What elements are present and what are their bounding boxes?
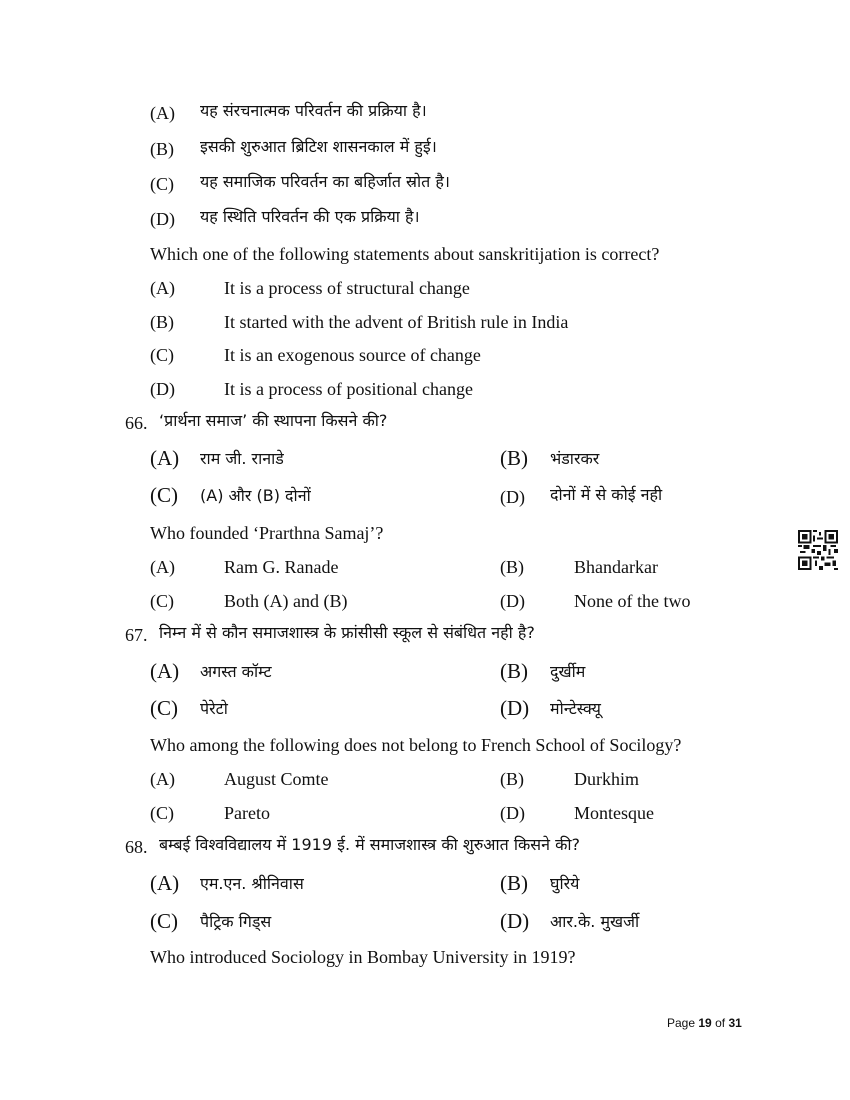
q66-en-question: Who founded ‘Prarthna Samaj’? — [150, 523, 384, 543]
q65-en-question: Which one of the following statements about sanskritijation is correct? — [150, 244, 660, 264]
q66-number: 66. — [125, 413, 148, 433]
q65-en-opt-d-label: (D) — [150, 379, 175, 399]
q68-hi-opt-c-label: (C) — [150, 909, 178, 933]
q66-hi-opt-d: दोनों में से कोई नही — [550, 485, 663, 504]
q66-en-opt-c: Both (A) and (B) — [224, 591, 348, 611]
q66-en-opt-a-label: (A) — [150, 557, 175, 577]
q67-en-opt-b-label: (B) — [500, 769, 524, 789]
q65-en-opt-c-label: (C) — [150, 345, 174, 365]
q66-hi-opt-c: (A) और (B) दोनों — [200, 486, 311, 505]
q67-en-opt-c-label: (C) — [150, 803, 174, 823]
q65-en-opt-a-label: (A) — [150, 278, 175, 298]
q65-en-opt-b-label: (B) — [150, 312, 174, 332]
q65-hi-opt-c: यह समाजिक परिवर्तन का बहिर्जात स्रोत है। — [200, 172, 450, 191]
q66-hi-opt-c-label: (C) — [150, 483, 178, 507]
q65-hi-opt-d: यह स्थिति परिवर्तन की एक प्रक्रिया है। — [200, 207, 420, 226]
q67-hi-question: निम्न में से कौन समाजशास्त्र के फ्रांसीसी स्कूल से संबंधित नही है? — [159, 623, 535, 642]
q68-hi-question: बम्बई विश्वविद्यालय में 1919 ई. में समाजशास्त्र की शुरुआत किसने की? — [159, 835, 580, 854]
q67-hi-opt-b-label: (B) — [500, 659, 528, 683]
q66-en-opt-b-label: (B) — [500, 557, 524, 577]
q66-hi-opt-d-label: (D) — [500, 487, 525, 507]
page-total: 31 — [728, 1016, 742, 1030]
q68-hi-opt-a: एम.एन. श्रीनिवास — [200, 874, 304, 893]
page-current: 19 — [698, 1016, 712, 1030]
q66-en-opt-b: Bhandarkar — [574, 557, 658, 577]
q67-hi-opt-a-label: (A) — [150, 659, 180, 683]
q68-hi-opt-d-label: (D) — [500, 909, 530, 933]
page-word: Page — [667, 1016, 696, 1030]
q68-hi-opt-c: पैट्रिक गिड्स — [200, 912, 272, 931]
q66-hi-opt-a: राम जी. रानाडे — [200, 449, 284, 468]
q68-en-question: Who introduced Sociology in Bombay University in 1919? — [150, 947, 576, 967]
q68-hi-opt-a-label: (A) — [150, 871, 180, 895]
q67-en-opt-b: Durkhim — [574, 769, 639, 789]
q68-hi-opt-b: घुरिये — [550, 874, 580, 893]
q67-en-opt-a: August Comte — [224, 769, 329, 789]
q67-hi-opt-a: अगस्त कॉम्ट — [200, 662, 272, 681]
q66-hi-question: ‘प्रार्थना समाज’ की स्थापना किसने की? — [159, 411, 388, 430]
q65-hi-opt-b-label: (B) — [150, 139, 174, 159]
page-of-word: of — [715, 1016, 726, 1030]
q65-hi-opt-b: इसकी शुरुआत ब्रिटिश शासनकाल में हुई। — [200, 137, 437, 156]
q67-hi-opt-c: पेरेटो — [200, 699, 228, 718]
q65-hi-opt-a: यह संरचनात्मक परिवर्तन की प्रक्रिया है। — [200, 101, 427, 120]
q67-en-opt-c: Pareto — [224, 803, 270, 823]
q67-number: 67. — [125, 625, 148, 645]
q67-hi-opt-b: दुर्खीम — [550, 662, 586, 681]
q65-hi-opt-c-label: (C) — [150, 174, 174, 194]
q68-hi-opt-b-label: (B) — [500, 871, 528, 895]
q67-en-opt-d: Montesque — [574, 803, 654, 823]
q65-en-opt-c: It is an exogenous source of change — [224, 345, 481, 365]
q66-en-opt-a: Ram G. Ranade — [224, 557, 339, 577]
q65-en-opt-b: It started with the advent of British rule in India — [224, 312, 569, 332]
q65-en-opt-d: It is a process of positional change — [224, 379, 473, 399]
q66-en-opt-d: None of the two — [574, 591, 691, 611]
q65-hi-opt-a-label: (A) — [150, 103, 175, 123]
q66-hi-opt-b-label: (B) — [500, 446, 528, 470]
qr-code-icon — [798, 530, 838, 570]
q67-en-question: Who among the following does not belong to French School of Socilogy? — [150, 735, 682, 755]
q66-en-opt-d-label: (D) — [500, 591, 525, 611]
q67-hi-opt-c-label: (C) — [150, 696, 178, 720]
q66-en-opt-c-label: (C) — [150, 591, 174, 611]
q66-hi-opt-a-label: (A) — [150, 446, 180, 470]
q68-number: 68. — [125, 837, 148, 857]
q66-hi-opt-b: भंडारकर — [550, 449, 600, 468]
page-number — [667, 1016, 742, 1030]
q68-hi-opt-d: आर.के. मुखर्जी — [550, 912, 640, 931]
q67-hi-opt-d-label: (D) — [500, 696, 530, 720]
q65-en-opt-a: It is a process of structural change — [224, 278, 470, 298]
q65-hi-opt-d-label: (D) — [150, 209, 175, 229]
q67-en-opt-d-label: (D) — [500, 803, 525, 823]
q67-en-opt-a-label: (A) — [150, 769, 175, 789]
q67-hi-opt-d: मोन्टेस्क्यू — [550, 699, 601, 718]
